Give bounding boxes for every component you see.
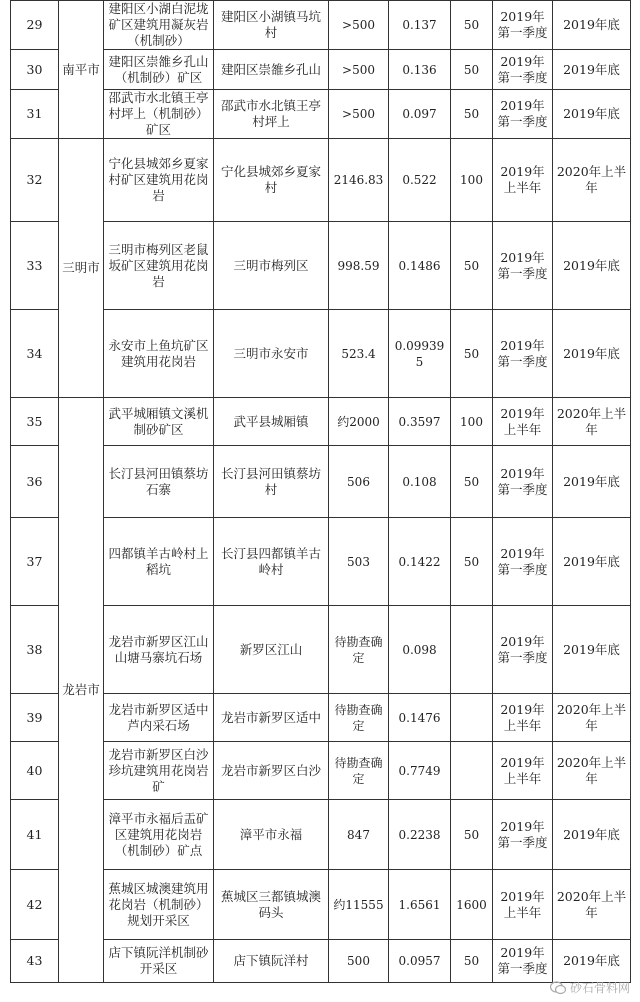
area: 0.098	[389, 606, 451, 694]
end-time: 2019年底	[553, 518, 631, 606]
area: 0.108	[389, 446, 451, 518]
mine-location: 建阳区崇雒乡孔山	[214, 50, 329, 90]
start-time: 2019年第一季度	[493, 446, 553, 518]
table-row	[11, 694, 631, 742]
mine-name: 建阳区崇雒乡孔山（机制砂）矿区	[104, 50, 214, 90]
region-name: 南平市	[59, 1, 104, 139]
reserve: 约11555	[329, 870, 389, 940]
mine-name: 龙岩市新罗区适中芦内采石场	[104, 694, 214, 742]
row-number: 29	[11, 1, 59, 50]
scale: 100	[451, 139, 493, 222]
reserve: >500	[329, 1, 389, 50]
row-number: 34	[11, 310, 59, 398]
watermark	[550, 979, 630, 996]
area: 0.1422	[389, 518, 451, 606]
mine-name: 三明市梅列区老鼠坂矿区建筑用花岗岩	[104, 222, 214, 310]
scale	[451, 694, 493, 742]
table-row	[11, 90, 631, 139]
end-time: 2019年底	[553, 940, 631, 983]
start-time: 2019年上半年	[493, 742, 553, 800]
end-time: 2019年底	[553, 800, 631, 870]
reserve: 847	[329, 800, 389, 870]
scale	[451, 606, 493, 694]
area: 0.097	[389, 90, 451, 139]
start-time: 2019年第一季度	[493, 1, 553, 50]
mine-location: 三明市永安市	[214, 310, 329, 398]
area: 0.2238	[389, 800, 451, 870]
row-number: 40	[11, 742, 59, 800]
mine-name: 四都镇羊古岭村上稻坑	[104, 518, 214, 606]
row-number: 30	[11, 50, 59, 90]
mine-location: 建阳区小湖镇马坑村	[214, 1, 329, 50]
scale: 1600	[451, 870, 493, 940]
mine-location: 龙岩市新罗区适中	[214, 694, 329, 742]
table-row	[11, 139, 631, 222]
scale: 50	[451, 50, 493, 90]
scale: 100	[451, 398, 493, 446]
table-row	[11, 518, 631, 606]
end-time: 2019年底	[553, 90, 631, 139]
start-time: 2019年上半年	[493, 398, 553, 446]
mine-location: 宁化县城郊乡夏家村	[214, 139, 329, 222]
row-number: 31	[11, 90, 59, 139]
end-time: 2019年底	[553, 50, 631, 90]
end-time: 2020年上半年	[553, 742, 631, 800]
scale: 50	[451, 1, 493, 50]
region-name: 龙岩市	[59, 398, 104, 983]
start-time: 2019年第一季度	[493, 50, 553, 90]
reserve: 2146.83	[329, 139, 389, 222]
start-time: 2019年第一季度	[493, 222, 553, 310]
mine-location: 龙岩市新罗区白沙	[214, 742, 329, 800]
end-time: 2019年底	[553, 310, 631, 398]
area: 0.136	[389, 50, 451, 90]
row-number: 33	[11, 222, 59, 310]
end-time: 2019年底	[553, 1, 631, 50]
mine-name: 龙岩市新罗区白沙珍坑建筑用花岗岩矿	[104, 742, 214, 800]
end-time: 2020年上半年	[553, 398, 631, 446]
table-row	[11, 742, 631, 800]
end-time: 2019年底	[553, 606, 631, 694]
end-time: 2020年上半年	[553, 139, 631, 222]
start-time: 2019年第一季度	[493, 940, 553, 983]
scale: 50	[451, 90, 493, 139]
table-row	[11, 222, 631, 310]
mine-location: 长汀县四都镇羊古岭村	[214, 518, 329, 606]
start-time: 2019年第一季度	[493, 518, 553, 606]
reserve: 500	[329, 940, 389, 983]
mine-location: 新罗区江山	[214, 606, 329, 694]
table-row	[11, 310, 631, 398]
mine-location: 蕉城区三都镇城澳码头	[214, 870, 329, 940]
start-time: 2019年上半年	[493, 870, 553, 940]
reserve: 506	[329, 446, 389, 518]
area: 0.7749	[389, 742, 451, 800]
end-time: 2020年上半年	[553, 694, 631, 742]
mine-name: 建阳区小湖白泥垅矿区建筑用凝灰岩（机制砂）	[104, 1, 214, 50]
area: 0.1476	[389, 694, 451, 742]
mine-location: 武平县城厢镇	[214, 398, 329, 446]
row-number: 37	[11, 518, 59, 606]
area: 0.099395	[389, 310, 451, 398]
mine-name: 永安市上鱼坑矿区建筑用花岗岩	[104, 310, 214, 398]
mine-name: 邵武市水北镇王亭村坪上（机制砂）矿区	[104, 90, 214, 139]
row-number: 35	[11, 398, 59, 446]
reserve: 998.59	[329, 222, 389, 310]
reserve: 约2000	[329, 398, 389, 446]
area: 0.3597	[389, 398, 451, 446]
table-row	[11, 940, 631, 983]
reserve: 待勘查确定	[329, 694, 389, 742]
row-number: 38	[11, 606, 59, 694]
scale: 50	[451, 800, 493, 870]
mine-location: 漳平市永福	[214, 800, 329, 870]
start-time: 2019年上半年	[493, 694, 553, 742]
row-number: 39	[11, 694, 59, 742]
mine-name: 龙岩市新罗区江山山塘马寨坑石场	[104, 606, 214, 694]
mine-name: 宁化县城郊乡夏家村矿区建筑用花岗岩	[104, 139, 214, 222]
mine-name: 蕉城区城澳建筑用花岗岩（机制砂）规划开采区	[104, 870, 214, 940]
start-time: 2019年第一季度	[493, 310, 553, 398]
mine-location: 邵武市水北镇王亭村坪上	[214, 90, 329, 139]
wechat-icon	[550, 981, 566, 995]
end-time: 2020年上半年	[553, 870, 631, 940]
mine-location: 三明市梅列区	[214, 222, 329, 310]
table-row	[11, 398, 631, 446]
table-row	[11, 1, 631, 50]
row-number: 36	[11, 446, 59, 518]
mine-name: 店下镇阮洋机制砂开采区	[104, 940, 214, 983]
area: 0.0957	[389, 940, 451, 983]
scale: 50	[451, 518, 493, 606]
area: 0.137	[389, 1, 451, 50]
reserve: 523.4	[329, 310, 389, 398]
table-row	[11, 446, 631, 518]
start-time: 2019年第一季度	[493, 606, 553, 694]
row-number: 41	[11, 800, 59, 870]
table-row	[11, 50, 631, 90]
mine-name: 漳平市永福后盂矿区建筑用花岗岩（机制砂）矿点	[104, 800, 214, 870]
table-row	[11, 606, 631, 694]
scale: 50	[451, 446, 493, 518]
reserve: 待勘查确定	[329, 606, 389, 694]
end-time: 2019年底	[553, 446, 631, 518]
end-time: 2019年底	[553, 222, 631, 310]
table-row	[11, 800, 631, 870]
start-time: 2019年第一季度	[493, 800, 553, 870]
area: 0.1486	[389, 222, 451, 310]
scale: 50	[451, 940, 493, 983]
mine-name: 武平城厢镇文溪机制砂矿区	[104, 398, 214, 446]
mine-name: 长汀县河田镇蔡坊石寨	[104, 446, 214, 518]
mine-table	[10, 0, 631, 983]
reserve: >500	[329, 90, 389, 139]
area: 1.6561	[389, 870, 451, 940]
start-time: 2019年上半年	[493, 139, 553, 222]
row-number: 32	[11, 139, 59, 222]
row-number: 42	[11, 870, 59, 940]
reserve: 待勘查确定	[329, 742, 389, 800]
reserve: >500	[329, 50, 389, 90]
mine-location: 长汀县河田镇蔡坊村	[214, 446, 329, 518]
area: 0.522	[389, 139, 451, 222]
table-row	[11, 870, 631, 940]
scale	[451, 742, 493, 800]
region-name: 三明市	[59, 139, 104, 398]
watermark-text: 砂石骨料网	[569, 981, 630, 995]
start-time: 2019年第一季度	[493, 90, 553, 139]
reserve: 503	[329, 518, 389, 606]
scale: 50	[451, 310, 493, 398]
scale: 50	[451, 222, 493, 310]
mine-location: 店下镇阮洋村	[214, 940, 329, 983]
row-number: 43	[11, 940, 59, 983]
